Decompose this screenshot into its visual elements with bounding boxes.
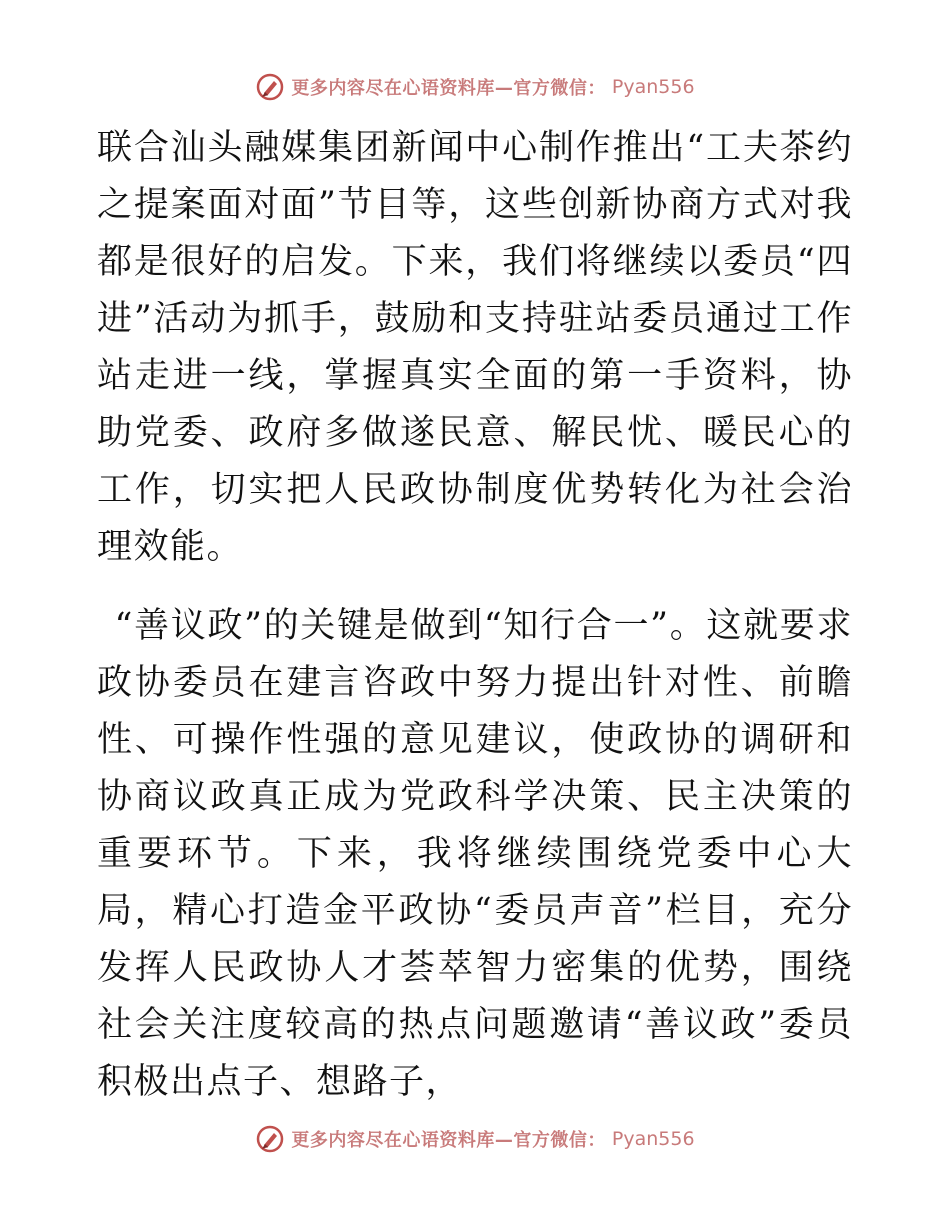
header-watermark bbox=[0, 72, 950, 102]
document-body bbox=[97, 120, 853, 1111]
watermark-text: 更多内容尽在心语资料库—官方微信： bbox=[291, 78, 606, 99]
footer-watermark bbox=[0, 1124, 950, 1154]
watermark-wechat-id: Pyan556 bbox=[611, 1128, 695, 1150]
watermark-wechat-id: Pyan556 bbox=[611, 76, 695, 98]
paragraph-2: “善议政”的关键是做到“知行合一”。这就要求政协委员在建言咨政中努力提出针对性、前瞻性、可操作性强的意见建议，使政协的调研和协商议政真正成为党政科学决策、民主决策的重要环节。下来，我将继续围绕党委中心大局，精心打造金平政协“委员声音”栏目，充分发挥人民政协人才荟萃智力密集的优势，围绕社会关注度较高的热点问题邀请“善议政”委员积极出点子、想路子， bbox=[97, 606, 853, 1102]
circle-pen-logo-icon bbox=[255, 1124, 285, 1154]
circle-pen-logo-icon bbox=[255, 72, 285, 102]
watermark-text: 更多内容尽在心语资料库—官方微信： bbox=[291, 1130, 606, 1151]
paragraph-1: 联合汕头融媒集团新闻中心制作推出“工夫茶约之提案面对面”节目等，这些创新协商方式对我都是很好的启发。下来，我们将继续以委员“四进”活动为抓手，鼓励和支持驻站委员通过工作站走进一线，掌握真实全面的第一手资料，协助党委、政府多做遂民意、解民忧、暖民心的工作，切实把人民政协制度优势转化为社会治理效能。 bbox=[97, 128, 853, 567]
